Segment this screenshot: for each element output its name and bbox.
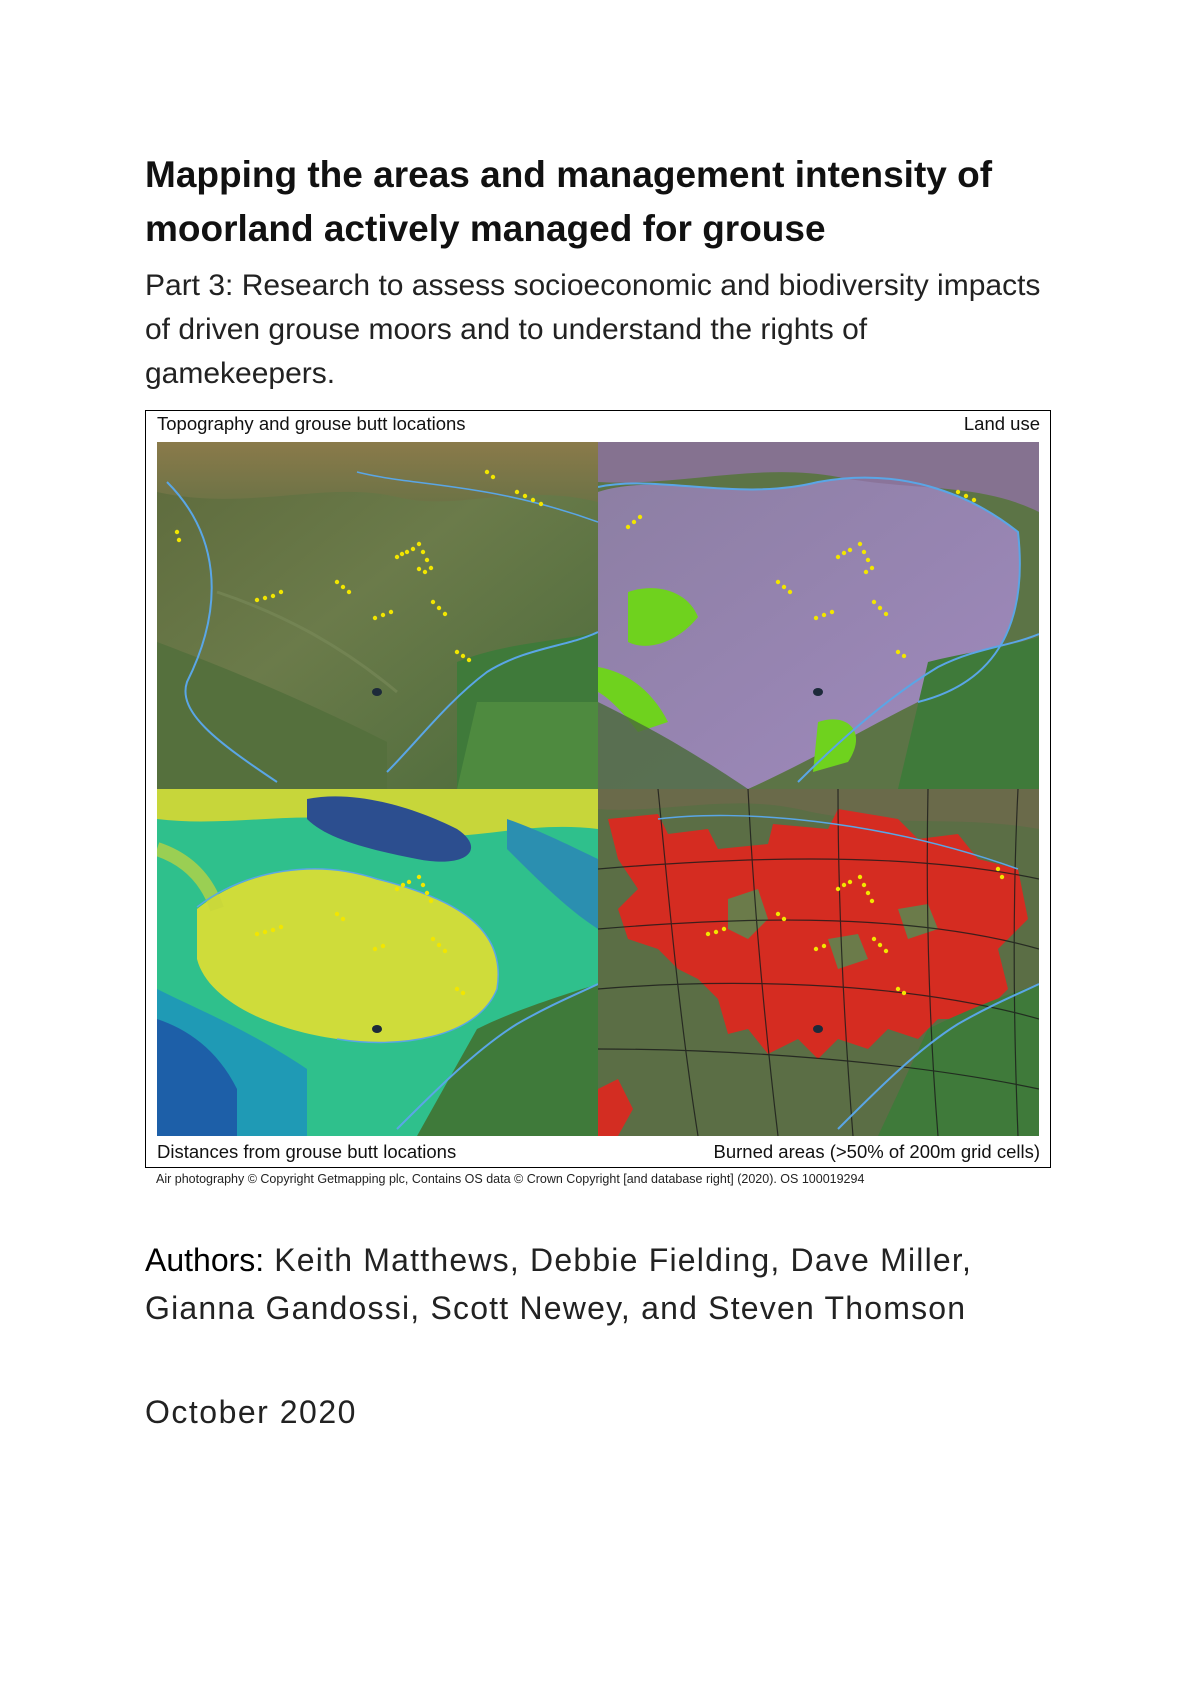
- figure-credit: Air photography © Copyright Getmapping plc, Contains OS data © Crown Copyright [and database right] (2020). OS 100019294: [156, 1172, 865, 1186]
- authors-label: Authors:: [145, 1242, 265, 1278]
- figure-frame: [145, 410, 1051, 1168]
- figure-label-burned-areas: Burned areas (>50% of 200m grid cells): [713, 1141, 1040, 1162]
- map-burned-areas-image: [598, 789, 1039, 1136]
- map-distances-image: [157, 789, 598, 1136]
- map-topography: [157, 442, 598, 789]
- authors-names: Keith Matthews, Debbie Fielding, Dave Miller, Gianna Gandossi, Scott Newey, and Steven Thomson: [145, 1242, 973, 1326]
- figure-label-distances: Distances from grouse butt locations: [157, 1141, 457, 1162]
- publication-date: October 2020: [145, 1394, 357, 1430]
- page-subtitle: Part 3: Research to assess socioeconomic and biodiversity impacts of driven grouse moors and to understand the rights of gamekeepers.: [145, 269, 1041, 390]
- map-land-use: [598, 442, 1039, 789]
- page-title: Mapping the areas and management intensity of moorland actively managed for grouse: [145, 154, 993, 249]
- map-topography-image: [157, 442, 598, 789]
- map-distances: [157, 789, 598, 1136]
- authors-block: [145, 1236, 1065, 1332]
- figure-label-topography: Topography and grouse butt locations: [157, 413, 466, 434]
- map-land-use-image: [598, 442, 1039, 789]
- map-burned-areas: [598, 789, 1039, 1136]
- map-grid: [157, 442, 1039, 1136]
- figure-label-land-use: Land use: [963, 413, 1040, 434]
